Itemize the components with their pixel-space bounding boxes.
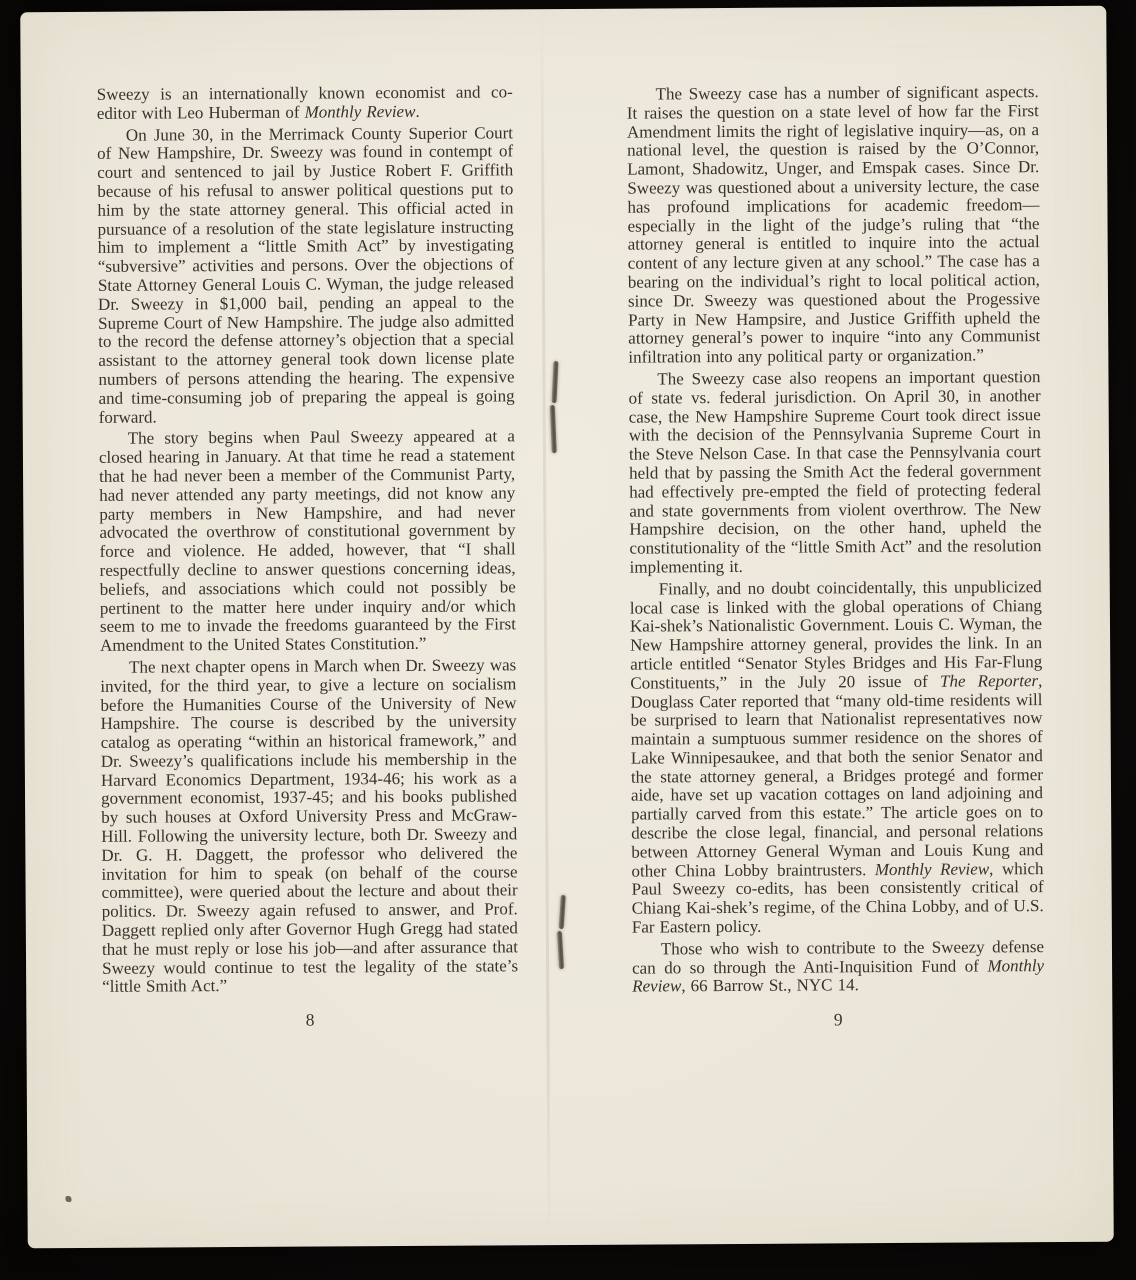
page-8-text-column [97, 83, 519, 997]
paragraph [628, 368, 1041, 577]
body-text: , Douglass Cater reported that “many old-time residents will be surprised to learn that Nationalist representatives now maintain a sumptuous summer residence on the shores of Lake Winnipesaukee, and that both the senior Senator and the state attorney general, a Bridges protegé and former aide, have set up vacation cottages on land adjoining and partially carved from this estate.” The article goes on to describe the close legal, financial, and personal relations between Attorney General Wyman and Louis Kung and other China Lobby braintrusters. [630, 670, 1044, 881]
staple-mark [557, 931, 564, 969]
staple-mark [550, 405, 557, 453]
body-text: , which Paul Sweezy co-edits, has been consistently critical of Chiang Kai-shek’s regime, of the China Lobby, and of U.S. Far Eastern policy. [631, 858, 1044, 937]
body-text: . [415, 101, 420, 121]
italic-text: The Reporter [939, 670, 1039, 691]
paragraph [632, 938, 1044, 997]
center-fold-crease [540, 9, 551, 1245]
page-number-right: 9 [833, 1009, 844, 1030]
page-8 [97, 83, 519, 1032]
body-text: Finally, and no doubt coincidentally, this unpublicized local case is linked with the global operations of Chiang Kai-shek’s Nationalistic Government. Louis C. Wyman, the New Hampshire attorney general, provides the link. In an article entitled “Senator Styles Bridges and His Far-Flung Constituents,” in the July 20 issue of [629, 576, 1043, 693]
paragraph [99, 428, 516, 656]
body-text: Sweezy is an internationally known economist and co-editor with Leo Huberman of [96, 82, 513, 123]
staple-mark [552, 361, 559, 403]
body-text: , 66 Barrow St., NYC 14. [681, 975, 859, 996]
body-text: The Sweezy case has a number of significant aspects. It raises the question on a state level of how far the First Amendment limits the right of legislative inquiry—as, on a national level, the question is raised by the O’Connor, Lamont, Shadowitz, Unger, and Emspak cases. Since Dr. Sweezy was questioned about a university lecture, the case has profound implications for academic freedom—especially in the light of the judge’s ruling that “the attorney general is entitled to inquire into the actual content of any lecture given at any school.” The case has a bearing on the individual’s right to local political action, since Dr. Sweezy was questioned about the Progessive Party in New Hampsire, and Justice Griffith upheld the attorney general’s power to inquire “into any Communist infiltration into any political party or organization.” [626, 82, 1041, 367]
booklet-spread [20, 6, 1114, 1249]
paragraph [627, 83, 1041, 367]
page-9-text-column [627, 83, 1045, 997]
paragraph [97, 83, 513, 123]
paragraph [100, 656, 518, 997]
paragraph [630, 578, 1044, 938]
body-text: The next chapter opens in March when Dr. Sweezy was invited, for the third year, to give a lecture on socialism before the Humanities Course of the University of New Hampshire. The course is described by the university catalog as operating “within an historical framework,” and Dr. Sweezy’s qualifications include his membership in the Harvard Economics Department, 1934-46; his work as a government economist, 1937-45; and his books published by such houses at Oxford University Press and McGraw-Hill. Following the university lecture, both Dr. Sweezy and Dr. G. H. Daggett, the professor who delivered the invitation for him to speak (on behalf of the course committee), were queried about the lecture and about their politics. Dr. Sweezy again refused to answer, and Prof. Daggett replied only after Governor Hugh Gregg had stated that he must reply or lose his job—and after assurance that Sweezy would continue to test the legality of the state’s “little Smith Act.” [100, 655, 519, 997]
body-text: On June 30, in the Merrimack County Superior Court of New Hampshire, Dr. Sweezy was found in contempt of court and sentenced to jail by Justice Robert F. Griffith because of his refusal to answer political questions put to him by the state attorney general. This official acted in pursuance of a resolution of the state legislature instructing him to implement a “little Smith Act” by investigating “subversive” activities and persons. Over the objections of State Attorney General Louis C. Wyman, the judge released Dr. Sweezy in $1,000 bail, pending an appeal to the Supreme Court of New Hampshire. The judge also admitted to the record the defense attorney’s objection that a special assistant to the attorney general took down license plate numbers of persons attending the hearing. The expensive and time-consuming job of preparing the appeal is going forward. [97, 122, 515, 427]
italic-text: Monthly Review [874, 859, 990, 879]
body-text: The Sweezy case also reopens an important question of state vs. federal jurisdiction. On April 30, in another case, the New Hampshire Supreme Court took direct issue with the decision of the Pennsylvania Supreme Court in the Steve Nelson Case. In that case the Pennsylvania court held that by passing the Smith Act the federal government had effectively pre-empted the field of protecting federal and state governments from violent overthrow. The New Hampshire decision, on the other hand, upheld the constitutionality of the “little Smith Act” and the resolution implementing it. [628, 367, 1042, 577]
italic-text: Monthly Review [632, 955, 1045, 997]
page-number-left: 8 [305, 1009, 316, 1030]
italic-text: Monthly Review [304, 101, 416, 122]
ink-speck [65, 1196, 71, 1202]
page-9 [627, 80, 1045, 1032]
body-text: The story begins when Paul Sweezy appeared at a closed hearing in January. At that time he read a statement that he had never been a member of the Communist Party, had never attended any party meetings, did not know any party members in New Hampshire, and had never advocated the overthrow of constitutional government by force and violence. He added, however, that “I shall respectfully decline to answer questions concerning ideas, beliefs, and associations which could not possibly be pertinent to the matter here under inquiry and/or which seem to me to invade the freedoms guaranteed by the First Amendment to the United States Constitution.” [98, 426, 517, 655]
staple-top [550, 361, 560, 453]
paragraph [97, 124, 515, 427]
staple-mark [559, 895, 566, 929]
body-text: Those who wish to contribute to the Sweezy defense can do so through the Anti-Inquisition Fund of [632, 936, 1045, 978]
staple-bottom [558, 895, 567, 971]
